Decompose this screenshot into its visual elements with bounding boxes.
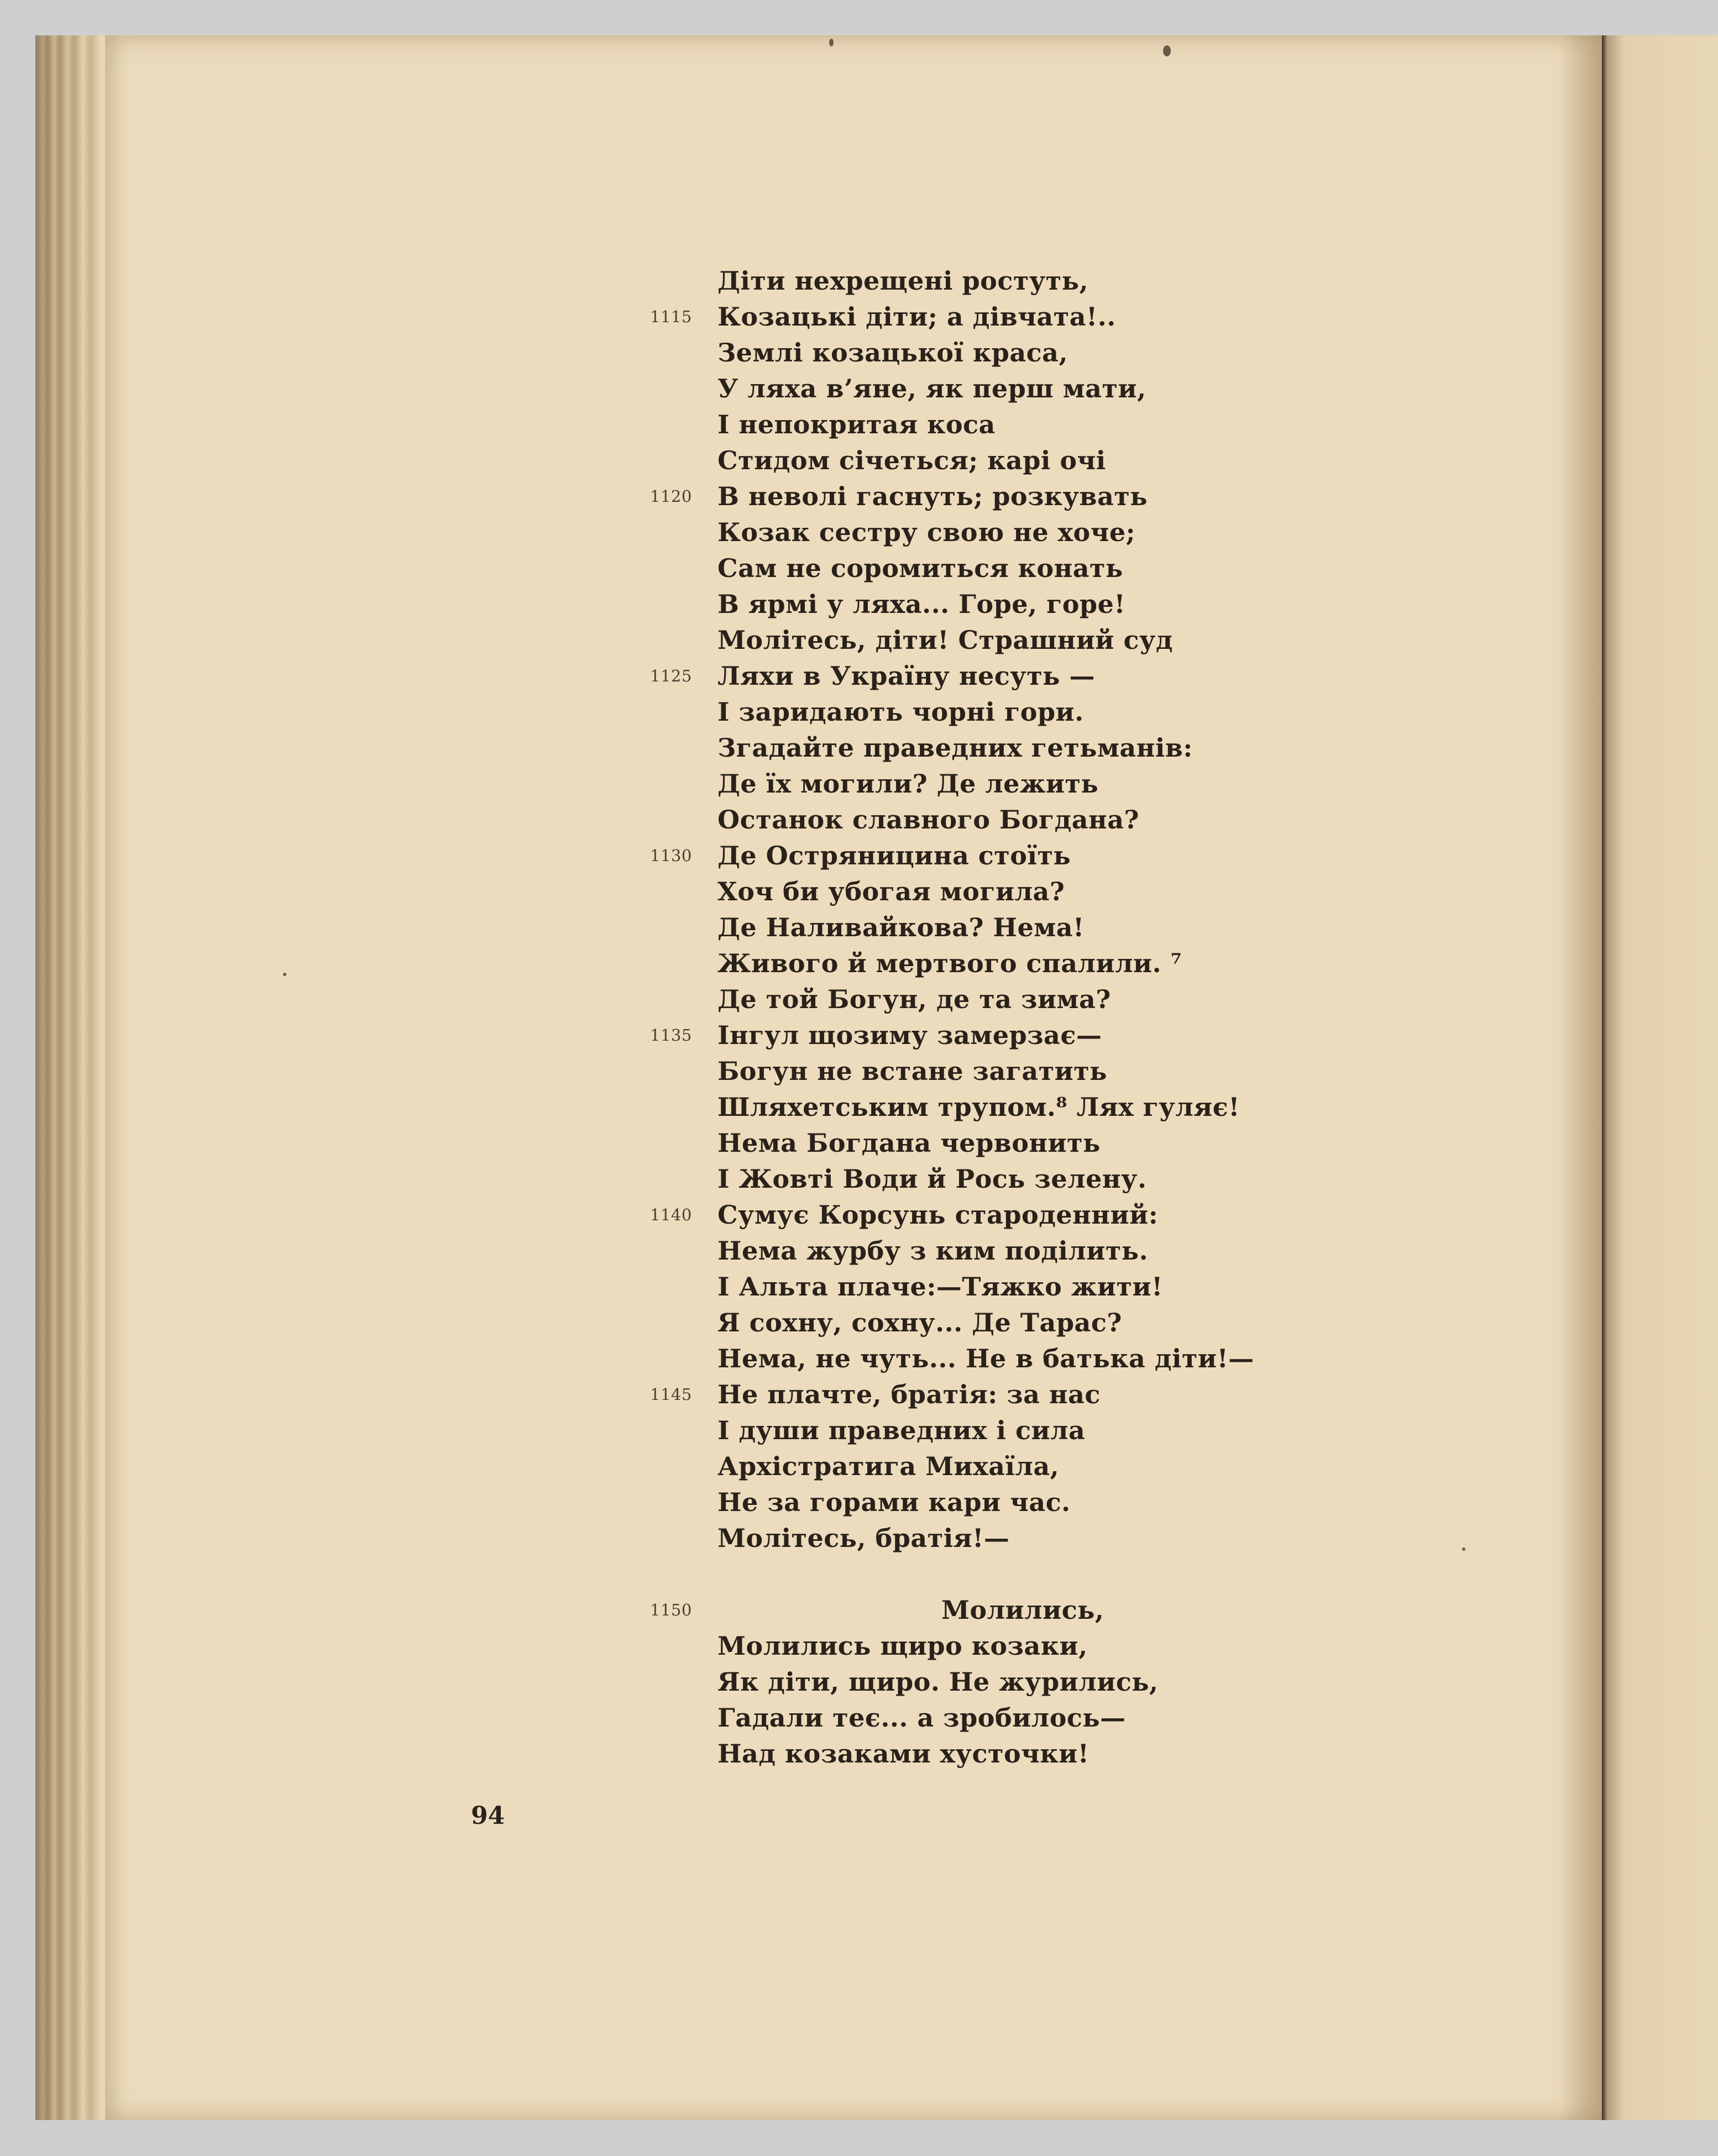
poem-line <box>717 1413 1254 1449</box>
line-text: Де Остряницина стоïть <box>717 841 1071 870</box>
poem-line <box>717 1125 1254 1161</box>
line-text: Не за горами кари час. <box>717 1487 1071 1517</box>
line-number: 1135 <box>650 1026 692 1045</box>
poem-line <box>717 1520 1254 1556</box>
poem-line <box>717 1700 1254 1736</box>
poem-line <box>717 371 1254 407</box>
poem-line <box>717 622 1254 658</box>
line-text: Де Наливайкова? Нема! <box>717 912 1085 942</box>
ink-speck <box>283 973 286 976</box>
line-text: Козак сестру свою не хоче; <box>717 517 1136 547</box>
poem-line <box>717 550 1254 586</box>
poem-line <box>717 1628 1254 1664</box>
line-text: Нема Богдана червонить <box>717 1128 1101 1158</box>
poem-line <box>717 910 1254 946</box>
poem-text <box>650 263 1254 1772</box>
poem-line <box>717 1449 1254 1484</box>
line-text: Інгул щозиму замерзає— <box>717 1020 1102 1050</box>
facing-page-edge <box>1602 35 1718 2120</box>
poem-line <box>650 658 1254 694</box>
line-text: Хоч би убогая могила? <box>717 877 1065 906</box>
poem-line <box>717 335 1254 371</box>
poem-line <box>717 443 1254 479</box>
line-text: Гадали теє... а зробилось— <box>717 1703 1126 1733</box>
line-text: Молітесь, діти! Страшний суд <box>717 625 1174 655</box>
poem-line <box>650 1197 1254 1233</box>
line-text: Нема журбу з ким поділить. <box>717 1236 1149 1266</box>
line-text: Молились, <box>941 1595 1104 1625</box>
ink-speck <box>829 39 834 46</box>
poem-line <box>717 874 1254 910</box>
ink-speck <box>1163 45 1171 56</box>
poem-line <box>717 730 1254 766</box>
line-text: І Альта плаче:—Тяжко жити! <box>717 1272 1163 1302</box>
poem-line <box>717 946 1254 982</box>
line-text: Де той Богун, де та зима? <box>717 984 1111 1014</box>
ink-speck <box>1462 1548 1465 1551</box>
poem-line <box>650 1377 1254 1413</box>
line-number: 1125 <box>650 667 692 685</box>
poem-line <box>717 1161 1254 1197</box>
line-text: Нема, не чуть... Не в батька діти!— <box>717 1344 1254 1373</box>
line-text: У ляха в’яне, як перш мати, <box>717 374 1146 403</box>
poem-line <box>717 694 1254 730</box>
line-text: І Жовті Води й Рось зелену. <box>717 1164 1147 1194</box>
line-text: Я сохну, сохну... Де Тарас? <box>717 1308 1122 1337</box>
line-number: 1145 <box>650 1385 692 1404</box>
stanza-break <box>717 1556 1254 1592</box>
poem-line <box>717 1736 1254 1772</box>
page-number: 94 <box>471 1802 505 1830</box>
poem-line <box>717 407 1254 443</box>
line-text: Ляхи в Украïну несуть — <box>717 661 1095 691</box>
line-text: В ярмі у ляха... Горе, горе! <box>717 589 1126 619</box>
poem-line <box>717 766 1254 802</box>
poem-line <box>717 1233 1254 1269</box>
poem-line <box>717 263 1254 299</box>
line-text: І души праведних і сила <box>717 1415 1086 1445</box>
line-text: Сам не соромиться конать <box>717 553 1123 583</box>
line-text: Де ïх могили? Де лежить <box>717 769 1099 799</box>
line-number: 1150 <box>650 1601 692 1619</box>
poem-line <box>717 1089 1254 1125</box>
poem-line <box>650 1017 1254 1053</box>
poem-line <box>717 1305 1254 1341</box>
line-text: Не плачте, братія: за нас <box>717 1379 1101 1409</box>
line-text: Молились щиро козаки, <box>717 1631 1088 1661</box>
poem-line <box>717 586 1254 622</box>
line-text: Молітесь, братія!— <box>717 1523 1010 1553</box>
poem-line <box>650 838 1254 874</box>
line-text: Над козаками хусточки! <box>717 1739 1090 1769</box>
line-text: Архістратига Михаïла, <box>717 1451 1060 1481</box>
line-text: І непокритая коса <box>717 410 996 439</box>
line-text: Діти нехрещені ростуть, <box>717 266 1089 296</box>
line-text: Землі козацької краса, <box>717 338 1068 368</box>
poem-line <box>717 1341 1254 1377</box>
line-text: І заридають чорні гори. <box>717 697 1084 727</box>
book-page-edges <box>35 35 107 2120</box>
poem-line <box>717 515 1254 550</box>
poem-line <box>650 299 1254 335</box>
poem-line <box>717 982 1254 1017</box>
poem-line <box>650 1592 1254 1628</box>
line-text: Стидом січеться; карі очі <box>717 445 1106 475</box>
poem-line <box>717 802 1254 838</box>
line-number: 1120 <box>650 487 692 506</box>
poem-line <box>717 1484 1254 1520</box>
line-text: Як діти, щиро. Не журились, <box>717 1667 1159 1697</box>
poem-line <box>650 479 1254 515</box>
line-text: В неволі гаснуть; розкувать <box>717 481 1148 511</box>
line-text: Козацькі діти; а дівчата!.. <box>717 302 1116 332</box>
line-text: Сумує Корсунь староденний: <box>717 1200 1159 1230</box>
poem-line <box>717 1269 1254 1305</box>
line-number: 1130 <box>650 846 692 865</box>
line-number: 1115 <box>650 307 692 326</box>
poem-line <box>717 1053 1254 1089</box>
line-text: Богун не встане загатить <box>717 1056 1107 1086</box>
line-number: 1140 <box>650 1205 692 1224</box>
line-text: Живого й мертвого спалили. ⁷ <box>717 948 1182 978</box>
line-text: Шляхетським трупом.⁸ Лях гуляє! <box>717 1092 1240 1122</box>
line-text: Згадайте праведних гетьманів: <box>717 733 1193 763</box>
poem-line <box>717 1664 1254 1700</box>
line-text: Останок славного Богдана? <box>717 805 1139 835</box>
